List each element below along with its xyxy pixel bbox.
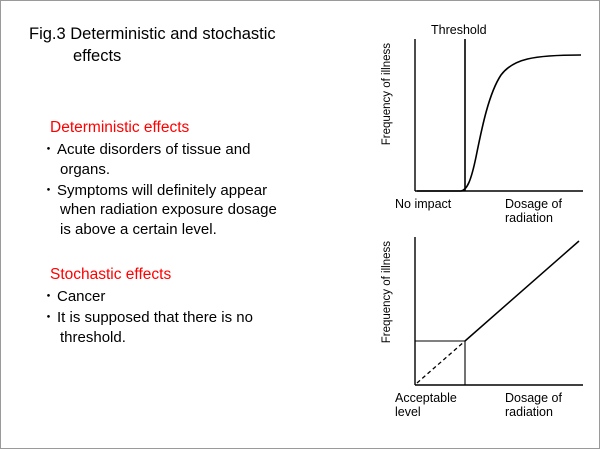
bullet-line-3: is above a certain level.	[60, 221, 217, 239]
bullet-marker: ・	[41, 287, 57, 305]
bullet-line-2: when radiation exposure dosage	[60, 201, 277, 219]
bullet-line-2: organs.	[60, 160, 111, 178]
bullet-marker: ・	[41, 308, 57, 326]
bullet-marker: ・	[41, 141, 57, 158]
y-axis-label: Frequency of illness	[381, 43, 393, 146]
bullet-item	[41, 308, 371, 348]
x-axis-origin-line-2: level	[395, 405, 421, 420]
title-line-1: Fig.3 Deterministic and stochastic	[29, 25, 276, 43]
heading-stochastic-effects: Stochastic effects	[50, 265, 172, 283]
bullet-line-1: Cancer	[57, 287, 106, 305]
bullet-line-1: Acute disorders of tissue and	[57, 141, 251, 158]
chart-deterministic-effects	[381, 23, 588, 236]
heading-deterministic-effects: Deterministic effects	[50, 119, 190, 136]
bullet-line-2: threshold.	[60, 328, 126, 346]
x-axis-label-line-1: Dosage of	[505, 391, 562, 405]
stochastic-plot	[383, 233, 588, 408]
bullet-item	[41, 287, 371, 307]
x-axis-label-line-2: radiation	[505, 405, 553, 420]
bullet-item	[41, 140, 371, 180]
x-axis-label	[505, 197, 562, 226]
x-axis-origin-label	[395, 391, 457, 420]
page-title	[29, 23, 359, 68]
bullet-item	[41, 181, 371, 240]
chart-stochastic-effects	[383, 233, 588, 443]
title-line-2: effects	[73, 47, 122, 66]
body-text-column	[41, 119, 371, 347]
x-axis-label-line-2: radiation	[505, 211, 553, 226]
x-axis-origin-label: No impact	[395, 197, 452, 211]
x-axis-origin-line-1: Acceptable	[395, 391, 457, 405]
x-axis-label-line-1: Dosage of	[505, 197, 562, 211]
threshold-annotation-label: Threshold	[431, 23, 487, 37]
x-axis-label	[505, 391, 562, 420]
bullet-marker: ・	[41, 181, 57, 199]
bullet-line-1: Symptoms will definitely appear	[57, 181, 268, 199]
bullet-line-1: It is supposed that there is no	[57, 308, 253, 326]
y-axis-label: Frequency of illness	[381, 241, 393, 344]
